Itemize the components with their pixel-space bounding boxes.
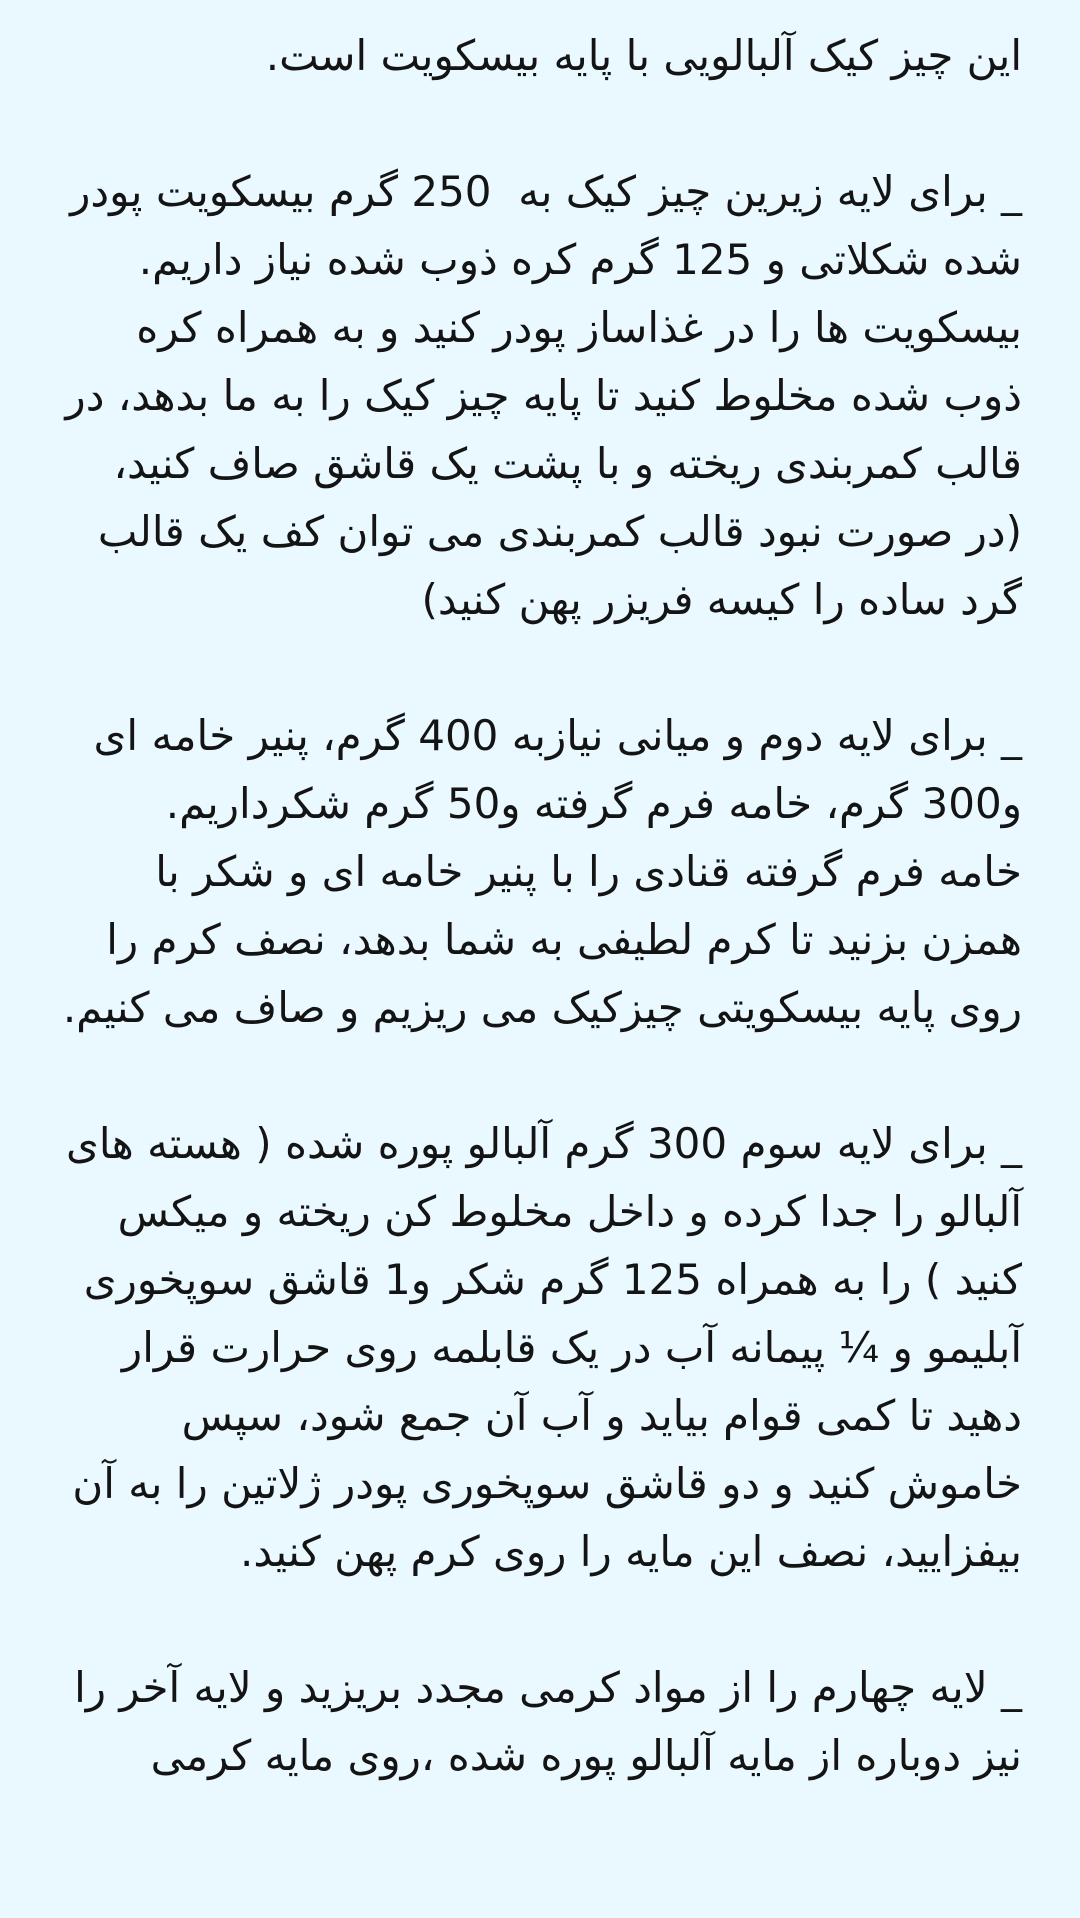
paragraph-spacer	[52, 90, 1022, 158]
layer1-method-paragraph: بیسکویت ها را در غذاساز پودر کنید و به همراه کره ذوب شده مخلوط کنید تا پایه چیز کیک را به ما بدهد، در قالب کمربندی ریخته و با پشت یک قاشق صاف کنید، (در صورت نبود قالب کمربندی می توان کف یک قالب گرد ساده را کیسه فریزر پهن کنید)	[52, 303, 1022, 624]
layer3-paragraph: _ برای لایه سوم 300 گرم آلبالو پوره شده ( هسته های آلبالو را جدا کرده و داخل مخلوط کن ریخته و میکس کنید ) را به همراه 125 گرم شکر و1 قاشق سوپخوری آبلیمو و ¼ پیمانه آب در یک قابلمه روی حرارت قرار دهید تا کمی قوام بیاید و آب آن جمع شود، سپس خاموش کنید و دو قاشق سوپخوری پودر ژلاتین را به آن بیفزایید، نصف این مایه را روی کرم پهن کنید.	[52, 1119, 1022, 1576]
layer4-paragraph: _ لایه چهارم را از مواد کرمی مجدد بریزید و لایه آخر را نیز دوباره از مایه آلبالو پوره شده ،روی مایه کرمی	[60, 1663, 1022, 1780]
layer2-method-paragraph: خامه فرم گرفته قنادی را با پنیر خامه ای و شکر با همزن بزنید تا کرم لطیفی به شما بدهد، نصف کرم را روی پایه بیسکویتی چیزکیک می ریزیم و صاف می کنیم.	[62, 847, 1022, 1032]
layer1-ingredients-paragraph: _ برای لایه زیرین چیز کیک به 250 گرم بیسکویت پودر شده شکلاتی و 125 گرم کره ذوب شده نیاز داریم.	[56, 167, 1022, 284]
paragraph-spacer	[52, 1586, 1022, 1654]
paragraph-spacer	[52, 1042, 1022, 1110]
paragraph-spacer	[52, 634, 1022, 702]
intro-paragraph: این چیز کیک آلبالویی با پایه بیسکویت است.	[265, 31, 1022, 80]
layer2-ingredients-paragraph: _ برای لایه دوم و میانی نیازبه 400 گرم، پنیر خامه ای و300 گرم، خامه فرم گرفته و50 گرم شکرداریم.	[80, 711, 1022, 828]
